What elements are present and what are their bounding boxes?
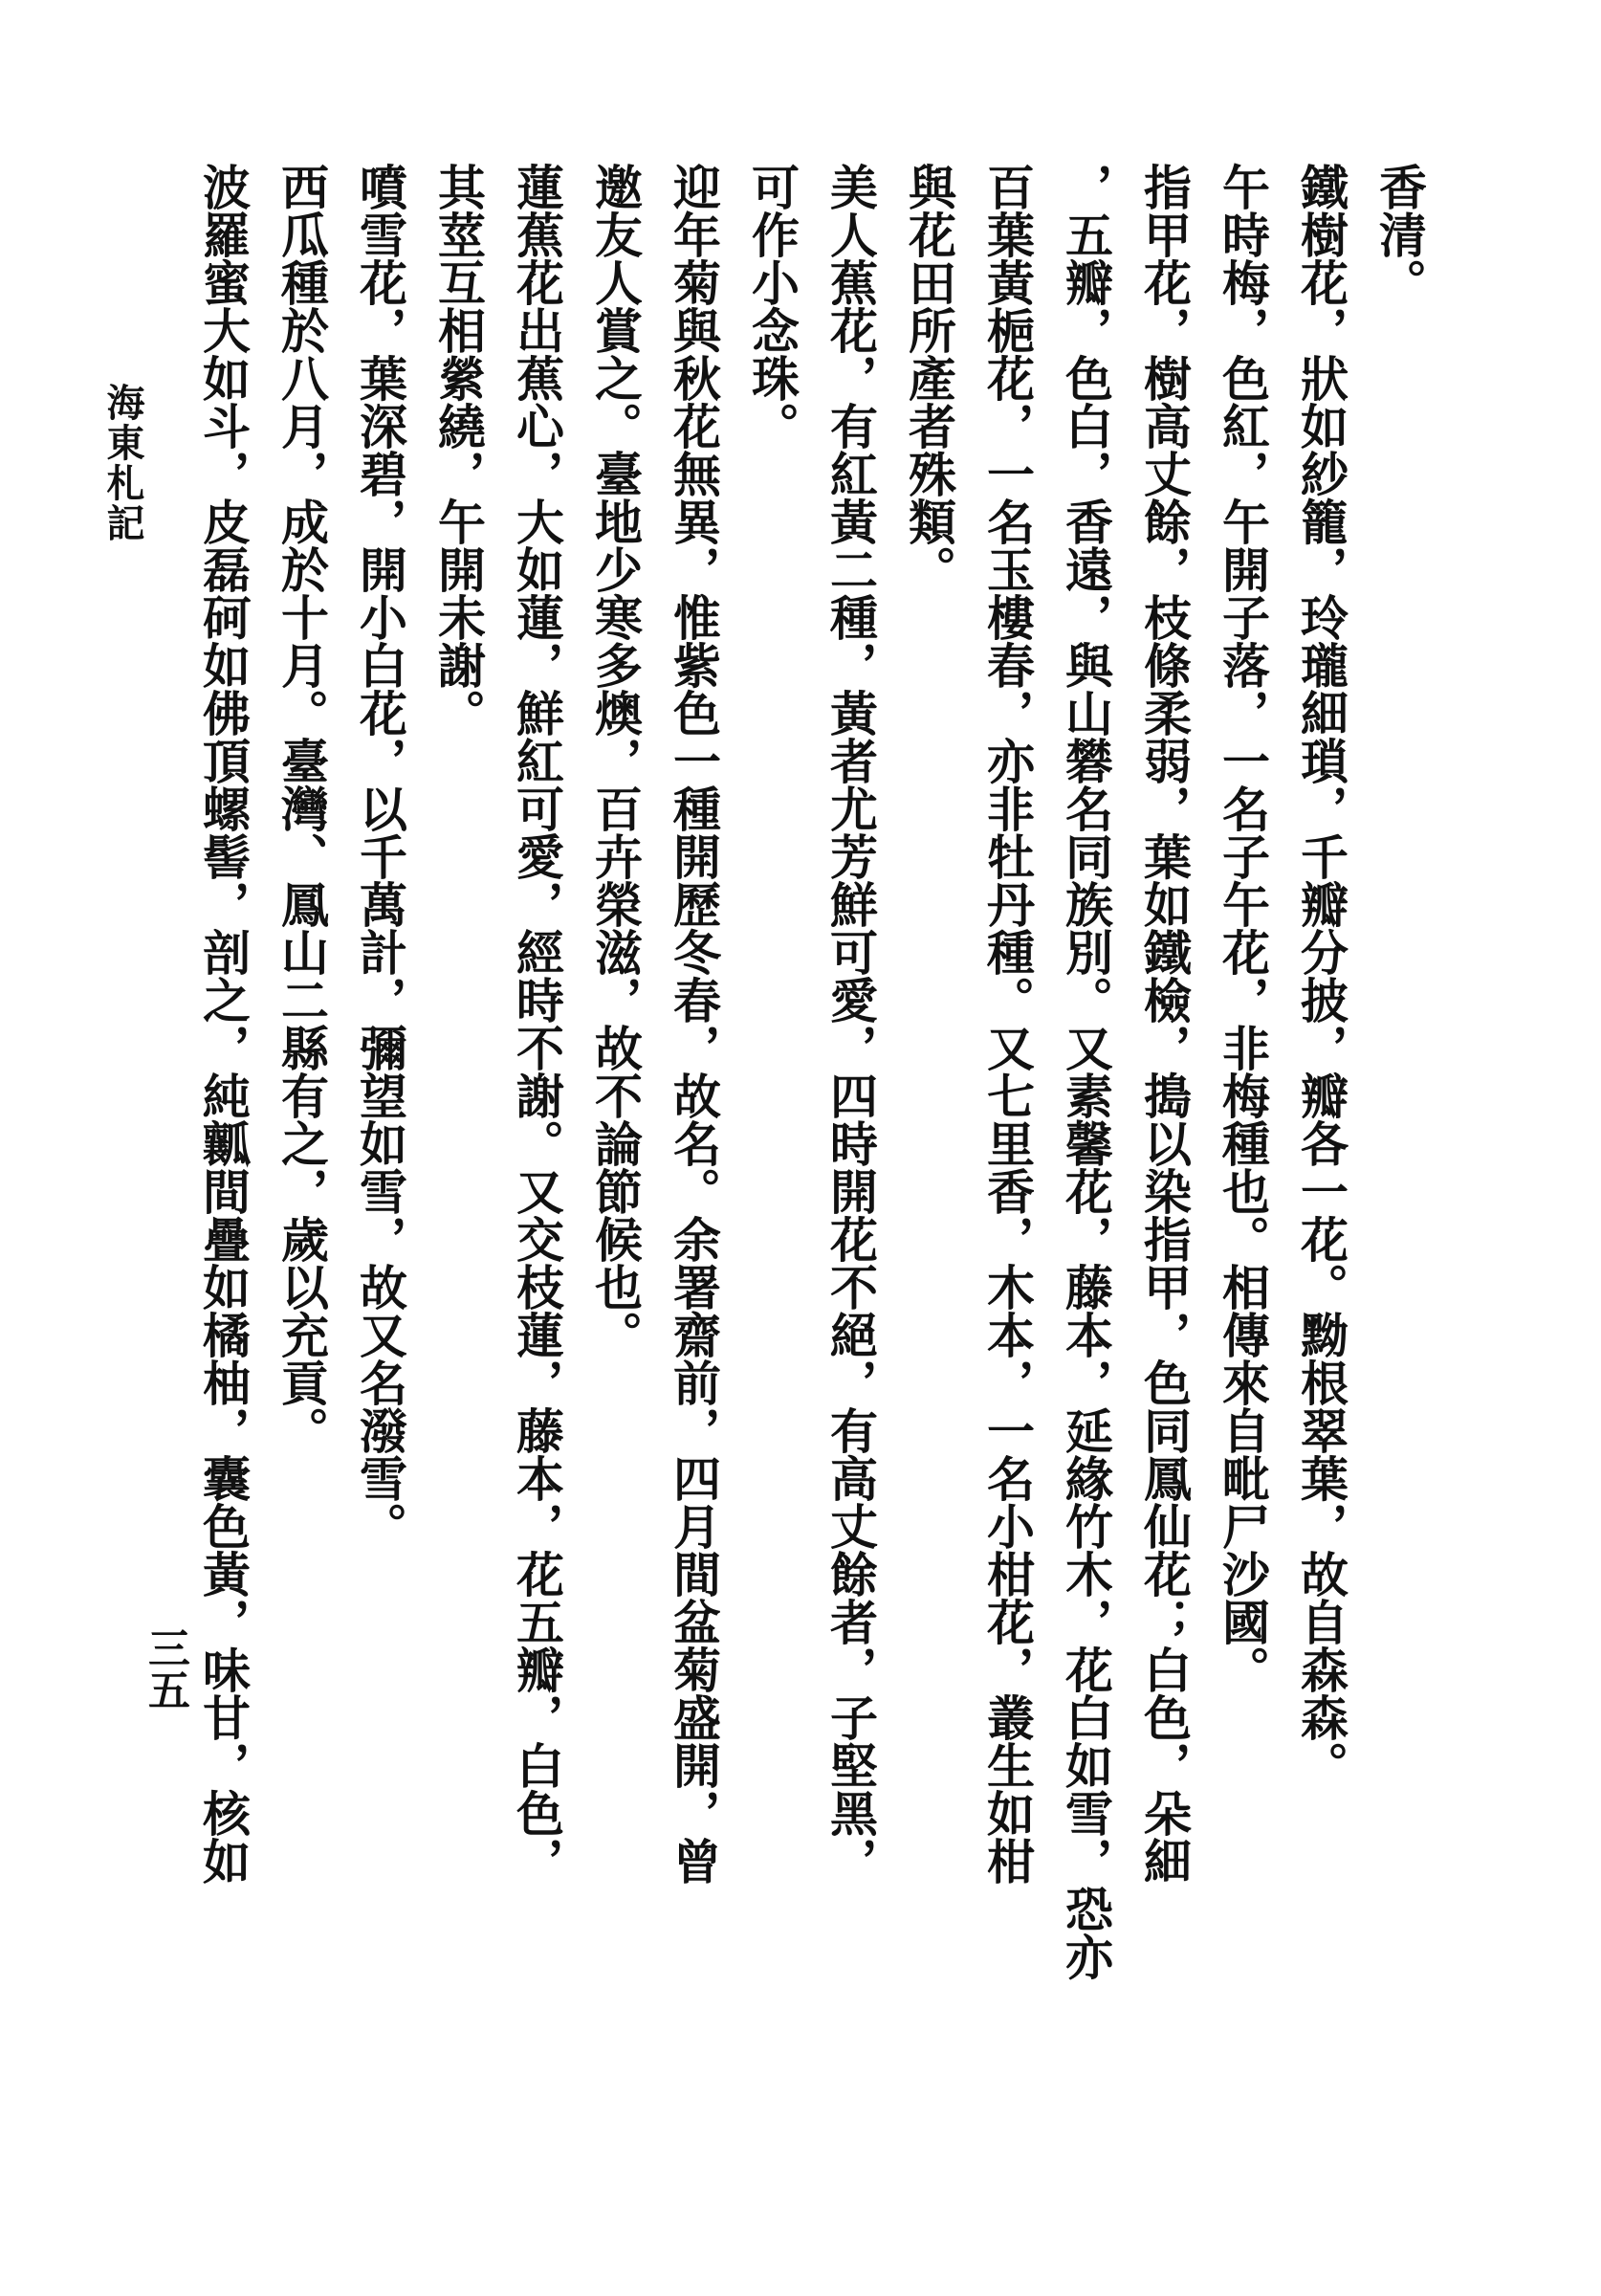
text-column: 西瓜種於八月，成於十月。臺灣、鳳山二縣有之，歲以充貢。 [274,163,330,1454]
text-column: 其莖互相縈繞，午開未謝。 [430,163,487,737]
text-column: 邀友人賞之。臺地少寒多燠，百卉榮滋，故不論節候也。 [587,163,644,1358]
text-column: 香清。 [1371,163,1428,306]
page-number: 三五 [141,1626,189,1711]
text-column: 午時梅，色紅，午開子落，一名子午花，非梅種也。相傳來自毗尸沙國。 [1215,163,1271,1693]
text-column: 波羅蜜大如斗，皮磊砢如佛頂螺髻，剖之，純瓤間疊如橘柚，囊色黃，味甘，核如 [195,163,252,1885]
text-column: 蓮蕉花出蕉心，大如蓮，鮮紅可愛，經時不謝。又交枝蓮，藤本，花五瓣，白色， [509,163,565,1885]
text-column: 迎年菊與秋花無異，惟紫色一種開歷冬春，故名。余署齋前，四月間盆菊盛開，曾 [666,163,722,1885]
text-column: 美人蕉花，有紅黃二種，黃者尤芳鮮可愛，四時開花不絕，有高丈餘者，子堅黑， [822,163,879,1885]
text-column: 鐵樹花，狀如紗籠，玲瓏細瑣，千瓣分披，瓣各一花。黝根翠葉，故自森森。 [1293,163,1349,1789]
main-text [184,163,1438,2172]
text-column: 可作小念珠。 [744,163,800,450]
text-column: 百葉黃梔花，一名玉樓春，亦非牡丹種。又七里香，木本，一名小柑花，叢生如柑 [979,163,1036,1885]
text-column: ，五瓣，色白，香遠，與山礬名同族別。又素馨花，藤本，延緣竹木，花白如雪，恐亦 [1058,163,1114,1980]
text-column: 指甲花，樹高丈餘，枝條柔弱，葉如鐵檢，搗以染指甲，色同鳳仙花；白色，朵細 [1136,163,1193,1885]
text-column: 與花田所產者殊類。 [901,163,957,593]
text-column: 噴雪花，葉深碧，開小白花，以千萬計，彌望如雪，故又名潑雪。 [352,163,408,1550]
running-header-title: 海東札記 [100,383,145,543]
